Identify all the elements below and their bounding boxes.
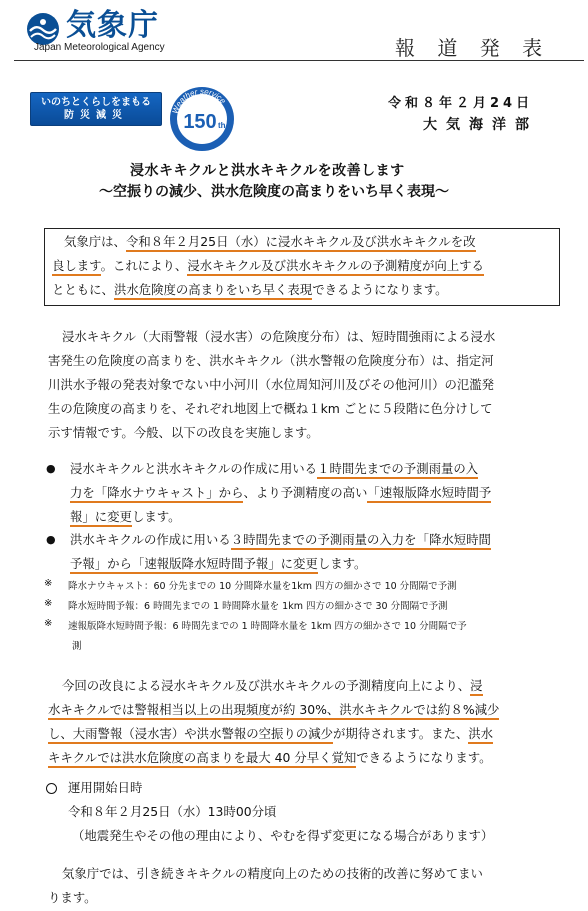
effect-highlight: キキクルでは洪水危険度の高まりを最大 40 分早く覚知 [48,750,356,768]
effect-text: が期待されます。また、 [332,726,469,741]
intro-line: 川洪水予報の発表対象でない中小河川（水位周知河川及びその他河川）の氾濫発 [48,377,495,392]
summary-line [52,278,448,302]
summary-text: 。これにより、 [100,258,188,273]
header-divider [14,60,584,61]
intro-line: 害発生の危険度の高まりを、洪水キキクル（洪水警報の危険度分布）は、指定河 [48,353,494,368]
intro-line: 浸水キキクル（大雨警報（浸水害）の危険度分布）は、短時間強雨による浸水 [62,329,496,344]
intro-line: 示す情報です。今般、以下の改良を実施します。 [48,425,319,440]
schedule-heading: 運用開始日時 [68,780,143,795]
summary-line [64,230,476,254]
intro-line: 生の危険度の高まりを、それぞれ地図上で概ね１km ごとに５段階に色分けして [48,401,493,416]
effect-highlight: 洪水 [468,726,493,744]
bullet-highlight: １時間先までの予測雨量の入 [317,461,478,479]
summary-text: とともに、 [52,282,114,297]
summary-line [52,254,484,278]
bullet-text: します。 [317,556,367,571]
effect-highlight: し、大雨警報（浸水害）や洪水警報の空振りの減少 [48,726,333,744]
schedule-date: 令和８年２月25日（水）13時00分頃 [68,804,277,819]
release-date: 令和８年２月24日 [388,96,534,111]
slogan-banner [30,92,162,126]
department: 大気海洋部 [423,117,538,133]
note-short-range: 降水短時間予報：6 時間先までの 1 時間降水量を 1km 四方の細かさで 30 分間隔で予測 [68,601,448,612]
bullet-highlight: ３時間先までの予測雨量の入力を「降水短時間 [231,532,491,550]
anniversary-badge-icon [167,84,237,154]
bullet-highlight: 力を「降水ナウキャスト」から [70,485,243,503]
page-title: 浸水キキクルと洪水キキクルを改善します [130,163,405,179]
note-mark: ※ [44,618,53,629]
bullet-text: 浸水キキクルと洪水キキクルの作成に用いる [70,461,318,476]
bullet-line [70,528,491,552]
summary-highlight: 浸水キキクル及び洪水キキクルの予測精度が向上する [187,258,484,276]
bullet-highlight: 報」に変更 [70,509,132,527]
note-rapid-cont: 測 [72,641,82,652]
bullet-highlight: 予報」から「速報版降水短時間予報」に変更 [70,556,318,574]
summary-text: 気象庁は、 [64,234,126,249]
org-name: 気象庁 [66,8,159,43]
effect-text: できるようになります。 [356,750,492,765]
closing-line: ります。 [48,890,97,905]
effect-highlight: 水キキクルでは警報相当以上の出現頻度が約 30%、洪水キキクルでは約８%減少 [48,702,499,720]
slogan-line2: 防災減災 [64,110,128,121]
org-name-en: Japan Meteorological Agency [34,42,165,53]
effect-line [62,674,483,698]
page-subtitle: ～空振りの減少、洪水危険度の高まりをいち早く表現～ [99,184,449,200]
effect-line [48,746,492,770]
closing-line: 気象庁では、引き続きキキクルの精度向上のための技術的改善に努めてまい [62,866,483,881]
jma-logo-icon [26,12,60,46]
badge-arc-text: Weather service [170,87,228,115]
note-nowcast: 降水ナウキャスト：60 分先までの 10 分間降水量を1km 四方の細かさで 10 分間隔で予測 [68,581,457,592]
summary-highlight: 洪水危険度の高まりをいち早く表現 [114,282,312,300]
bullet-line [70,481,491,505]
effect-highlight: 浸 [470,678,482,696]
bullet-text: 洪水キキクルの作成に用いる [70,532,231,547]
bullet-line [70,505,181,529]
note-rapid: 速報版降水短時間予報：6 時間先までの 1 時間降水量を 1km 四方の細かさで 10 分間隔で予 [68,621,467,632]
bullet-mark: ● [46,533,56,546]
schedule-note: （地震発生やその他の理由により、やむを得ず変更になる場合があります） [72,828,494,843]
circle-bullet-icon [46,783,57,794]
slogan-line1: いのちとくらしをまもる [41,97,151,108]
summary-text: できるようになります。 [312,282,448,297]
bullet-line [70,457,478,481]
effect-line [48,698,499,722]
note-mark: ※ [44,578,53,589]
bullet-text: 、より予測精度の高い [243,485,368,500]
badge-number: 150 [183,111,217,133]
bullet-mark: ● [46,462,56,475]
badge-suffix: th [218,121,226,130]
effect-line [48,722,493,746]
summary-highlight: 令和８年２月25日（水）に浸水キキクル及び洪水キキクルを改 [126,234,476,252]
bullet-highlight: 「速報版降水短時間予 [367,485,491,503]
bullet-line [70,552,366,576]
summary-highlight: 良します [52,258,101,276]
note-mark: ※ [44,598,53,609]
release-label: 報 道 発 表 [395,36,551,60]
effect-text: 今回の改良による浸水キキクル及び洪水キキクルの予測精度向上により、 [62,678,471,693]
bullet-text: します。 [131,509,181,524]
